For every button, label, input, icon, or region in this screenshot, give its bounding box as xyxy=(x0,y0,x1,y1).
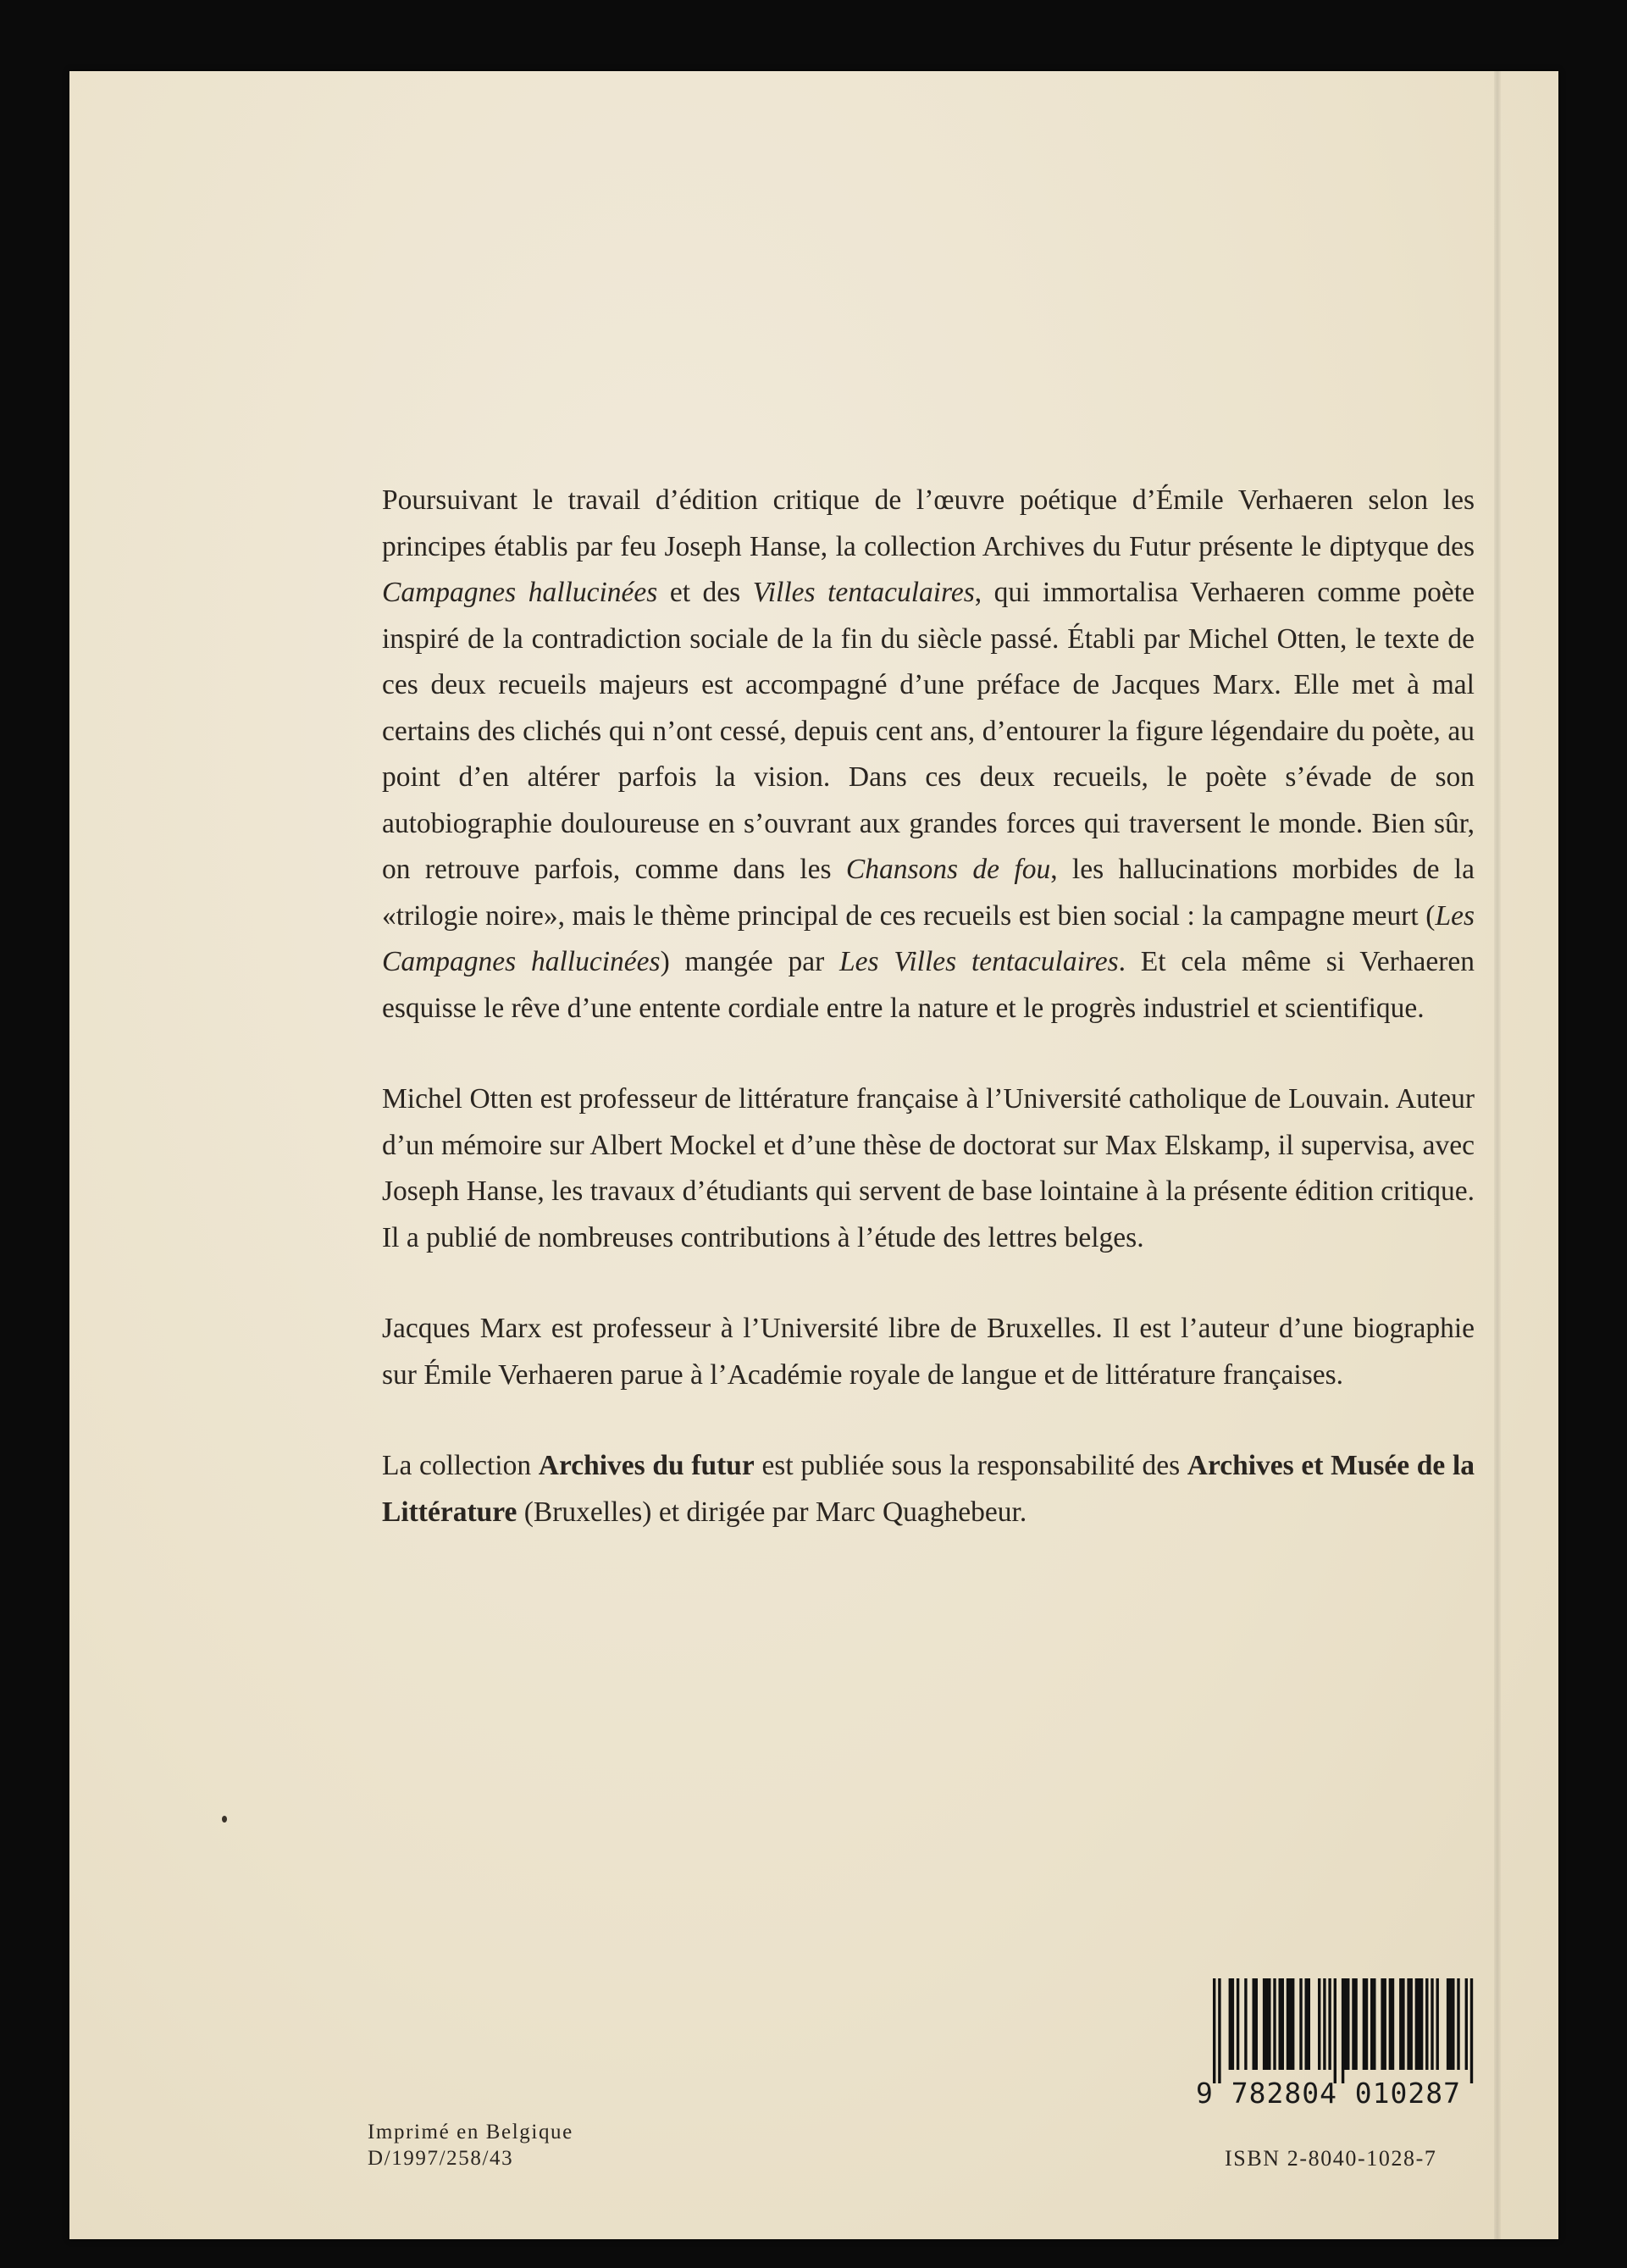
barcode-bar xyxy=(1289,1978,1292,2070)
text-segment: Poursuivant le travail d’édition critique de l’œuvre poétique d’Émile Verhaeren selon les principes établis par feu Joseph Hanse, la collection Archives du Futur présente le diptyque des xyxy=(382,484,1475,562)
barcode-bar xyxy=(1415,1978,1418,2070)
imprint-info xyxy=(368,2119,573,2171)
barcode-bar xyxy=(1457,1978,1459,2070)
barcode-bar xyxy=(1436,1978,1439,2070)
barcode-bar xyxy=(1465,1978,1468,2070)
barcode-bar xyxy=(1268,1978,1270,2070)
barcode-bar xyxy=(1470,1978,1473,2083)
paper-speck xyxy=(222,1816,227,1823)
book-back-cover xyxy=(69,71,1558,2239)
text-segment: et des xyxy=(657,577,753,608)
isbn-barcode xyxy=(1196,1975,1475,2119)
barcode-bar xyxy=(1354,1978,1357,2070)
text-segment: Jacques Marx est professeur à l’Université libre de Bruxelles. Il est l’auteur d’une biographie sur Émile Verhaeren parue à l’Académie royale de langue et de littérature françaises. xyxy=(382,1313,1475,1391)
barcode-bar xyxy=(1344,1978,1347,2070)
paragraph-4 xyxy=(382,1443,1475,1535)
barcode-bar xyxy=(1328,1978,1331,2070)
text-segment: Les Villes tentaculaires xyxy=(839,946,1119,977)
barcode-bar xyxy=(1299,1978,1302,2070)
barcode-bar xyxy=(1287,1978,1289,2070)
barcode-bar xyxy=(1381,1978,1383,2070)
barcode-bar xyxy=(1237,1978,1239,2070)
cover-fold-edge xyxy=(1494,71,1501,2239)
barcode-bar xyxy=(1308,1978,1310,2070)
barcode-bar xyxy=(1365,1978,1368,2070)
paragraph-3 xyxy=(382,1306,1475,1398)
barcode-bar xyxy=(1253,1978,1255,2070)
barcode-bar xyxy=(1407,1978,1409,2070)
paragraph-2 xyxy=(382,1076,1475,1261)
paragraph-1 xyxy=(382,478,1475,1032)
barcode-bar xyxy=(1347,1978,1349,2070)
barcode-bar xyxy=(1265,1978,1268,2070)
barcode-bar xyxy=(1292,1978,1294,2070)
text-segment: Campagnes hallucinées xyxy=(382,577,658,608)
barcode-bar xyxy=(1263,1978,1265,2070)
barcode-bar xyxy=(1418,1978,1420,2070)
isbn-number: ISBN 2-8040-1028-7 xyxy=(1225,2146,1437,2171)
barcode-bar xyxy=(1370,1978,1373,2070)
barcode-bar xyxy=(1218,1978,1220,2083)
barcode-bar xyxy=(1305,1978,1308,2070)
text-segment: , qui immortalisa Verhaeren comme poète inspiré de la contradiction sociale de la fin du siècle passé. Établi par Michel Otten, le texte de ces deux recueils majeurs est accompagné d’une préface de Jacques Marx. Elle met à mal certains des clichés qui n’ont cessé, depuis cent ans, d’entourer la figure légendaire du poète, au point d’en altérer parfois la vision. Dans ces deux recueils, le poète s’évade de son autobiographie douloureuse en s’ouvrant aux grandes forces qui traversent le monde. Bien sûr, on retrouve parfois, comme dans les xyxy=(382,577,1475,885)
barcode-bar xyxy=(1279,1978,1281,2070)
legal-deposit-number: D/1997/258/43 xyxy=(368,2147,514,2170)
barcode-bar xyxy=(1281,1978,1284,2070)
barcode-bar xyxy=(1342,1978,1344,2083)
barcode-bar xyxy=(1213,1978,1215,2083)
barcode-bar xyxy=(1255,1978,1258,2070)
text-segment: Archives et Musée de la Littérature xyxy=(382,1450,1475,1528)
text-segment: Archives du futur xyxy=(538,1450,755,1481)
text-segment: Les Campagnes hallucinées xyxy=(382,899,1475,977)
barcode-bar xyxy=(1352,1978,1354,2070)
barcode-bar xyxy=(1447,1978,1449,2070)
text-segment: est publiée sous la responsabilité des xyxy=(754,1450,1187,1481)
barcode-bar xyxy=(1399,1978,1402,2070)
barcode-bar xyxy=(1231,1978,1234,2070)
text-segment: Chansons de fou xyxy=(845,854,1051,885)
text-segment: Villes tentaculaires xyxy=(752,577,975,608)
barcode-bar xyxy=(1363,1978,1365,2070)
barcode-bar xyxy=(1229,1978,1231,2070)
barcode-bar xyxy=(1334,1978,1336,2083)
barcode-bar xyxy=(1449,1978,1452,2070)
barcode-bars xyxy=(1213,1978,1475,2083)
barcode-bar xyxy=(1323,1978,1325,2070)
text-segment: ) mangée par xyxy=(660,946,840,977)
text-segment: , les hallucinations morbides de la «trilogie noire», mais le thème principal de ces recueils est bien social : la campagne meurt ( xyxy=(382,854,1475,932)
barcode-bar xyxy=(1402,1978,1404,2070)
text-segment: . Et cela même si Verhaeren esquisse le rêve d’une entente cordiale entre la nature et le progrès industriel et scientifique. xyxy=(382,946,1475,1024)
barcode-bar xyxy=(1244,1978,1247,2070)
barcode-bar xyxy=(1389,1978,1392,2070)
barcode-digits: 9 782804 010287 xyxy=(1196,2077,1462,2110)
barcode-bar xyxy=(1410,1978,1413,2070)
barcode-bar xyxy=(1420,1978,1423,2070)
imprint-country: Imprimé en Belgique xyxy=(368,2121,573,2144)
barcode-bar xyxy=(1425,1978,1428,2070)
blurb-text xyxy=(382,478,1475,1535)
text-segment: La collection xyxy=(382,1450,539,1481)
barcode-bar xyxy=(1392,1978,1394,2070)
barcode-bar xyxy=(1431,1978,1433,2070)
barcode-bar xyxy=(1273,1978,1276,2070)
barcode-bar xyxy=(1452,1978,1454,2070)
barcode-bar xyxy=(1318,1978,1320,2070)
text-segment: (Bruxelles) et dirigée par Marc Quaghebeur. xyxy=(517,1496,1027,1528)
barcode-bar xyxy=(1373,1978,1375,2070)
barcode-bar xyxy=(1384,1978,1386,2070)
text-segment: Michel Otten est professeur de littérature française à l’Université catholique de Louvain. Auteur d’un mémoire sur Albert Mockel et d’une thèse de doctorat sur Max Elskamp, il supervisa, avec Joseph Hanse, les travaux d’étudiants qui servent de base lointaine à la présente édition critique. Il a publié de nombreuses contributions à l’étude des lettres belges. xyxy=(382,1083,1475,1253)
